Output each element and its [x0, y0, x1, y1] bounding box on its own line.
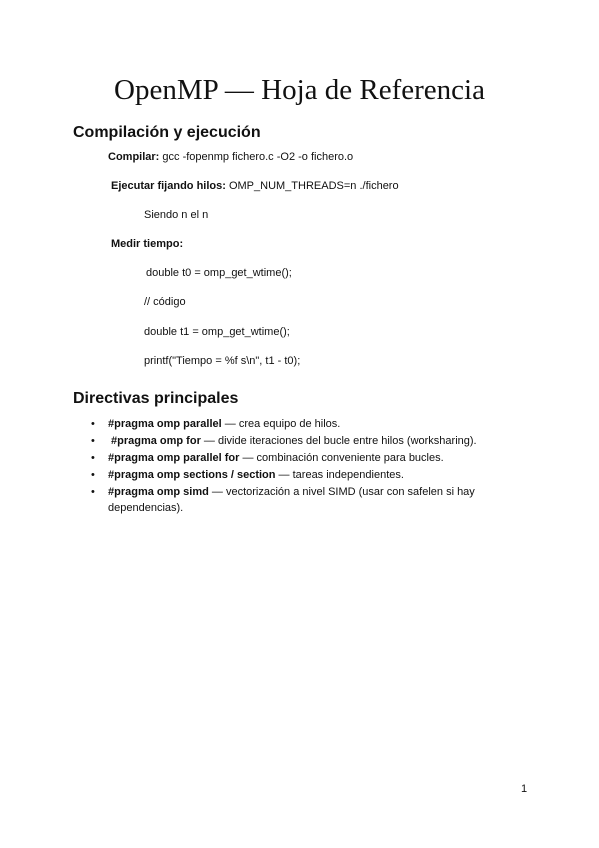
page-number: 1 — [521, 783, 528, 795]
section-heading-directives: Directivas principales — [73, 390, 239, 407]
section-heading-compilation: Compilación y ejecución — [73, 124, 261, 141]
run-note: Siendo n el n — [144, 209, 209, 221]
directive-description: — divide iteraciones del bucle entre hilos (worksharing). — [200, 435, 477, 447]
directive-name: #pragma omp simd — [108, 486, 209, 498]
bullet-icon: • — [91, 486, 95, 498]
directive-name: #pragma omp parallel — [108, 418, 222, 430]
code-line: double t1 = omp_get_wtime(); — [144, 326, 290, 338]
list-item — [91, 416, 511, 432]
directive-description: — crea equipo de hilos. — [221, 418, 341, 430]
page-title: OpenMP — Hoja de Referencia — [114, 74, 485, 106]
code-line: // código — [144, 296, 186, 308]
directive-description: — combinación conveniente para bucles. — [239, 452, 444, 464]
directive-description: — vectorización a nivel SIMD (usar con safelen si hay dependencias). — [108, 486, 475, 514]
run-command: OMP_NUM_THREADS=n ./fichero — [225, 180, 399, 192]
bullet-icon: • — [91, 452, 95, 464]
bullet-icon: • — [91, 435, 95, 447]
list-item — [91, 450, 511, 466]
list-item — [91, 433, 511, 449]
bullet-icon: • — [91, 469, 95, 481]
list-item — [91, 484, 511, 516]
run-line — [111, 179, 399, 194]
code-line: double t0 = omp_get_wtime(); — [146, 267, 292, 279]
code-line: printf("Tiempo = %f s\n", t1 - t0); — [144, 355, 301, 367]
directives-list — [91, 416, 511, 517]
list-item — [91, 467, 511, 483]
directive-name: #pragma omp parallel for — [108, 452, 240, 464]
directive-description: — tareas independientes. — [275, 469, 404, 481]
bullet-icon: • — [91, 418, 95, 430]
compile-line — [108, 150, 353, 165]
run-label: Ejecutar fijando hilos: — [111, 180, 226, 192]
time-label: Medir tiempo: — [111, 238, 184, 250]
directive-name: #pragma omp sections / section — [108, 469, 276, 481]
directive-name: #pragma omp for — [111, 435, 201, 447]
compile-label: Compilar: — [108, 151, 160, 163]
compile-command: gcc -fopenmp fichero.c -O2 -o fichero.o — [159, 151, 354, 163]
